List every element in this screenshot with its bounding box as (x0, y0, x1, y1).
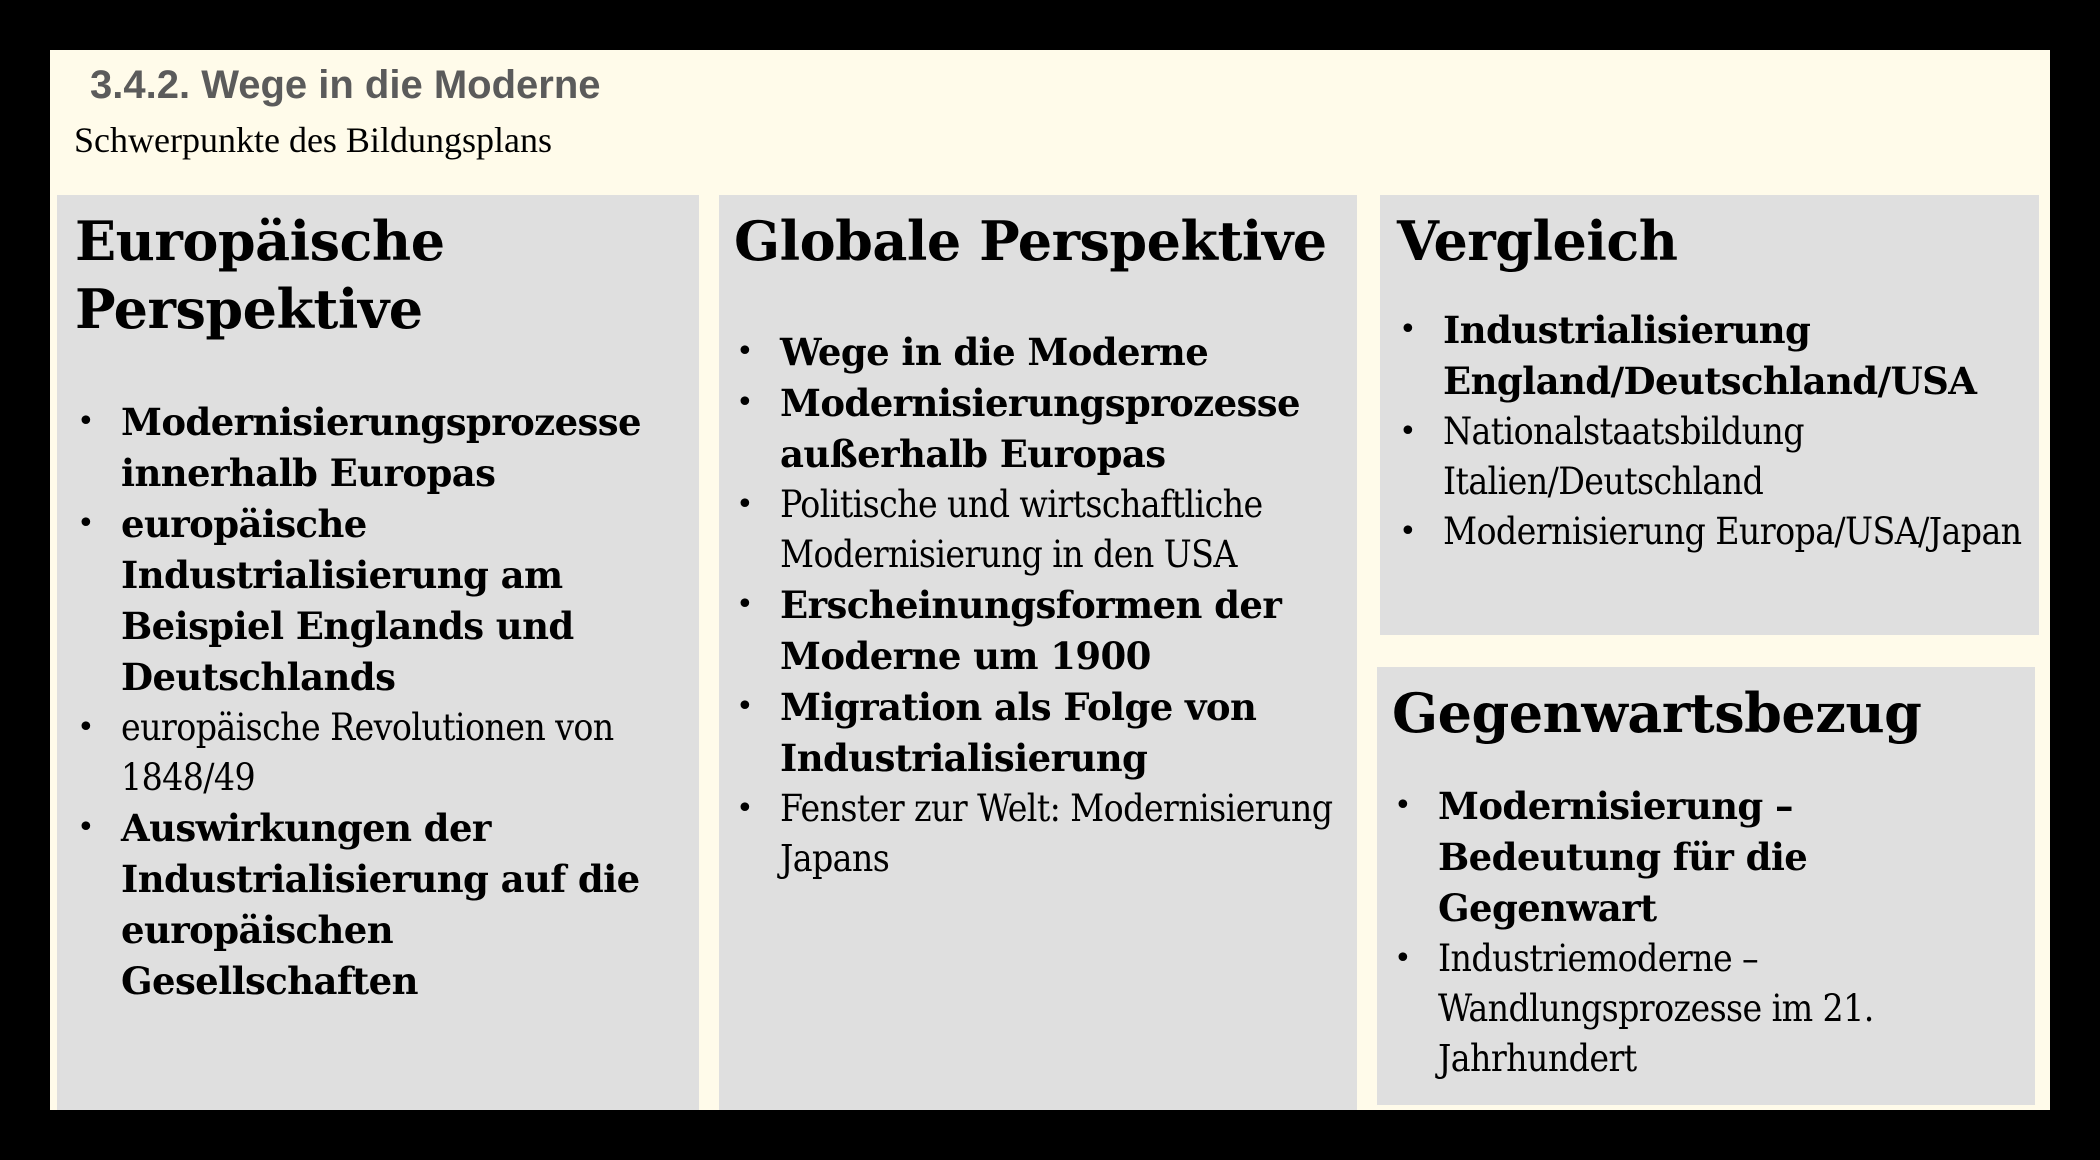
list-item (734, 682, 1347, 784)
list-item-text: Politische und wirtschaftliche Modernisierung in den USA (780, 483, 1263, 576)
list-item-text: Modernisierung Europa/USA/Japan (1443, 510, 2022, 553)
list-item (734, 327, 1347, 378)
bullet-icon: • (736, 791, 754, 826)
panel-present-relevance (1377, 667, 2035, 1105)
list-item (1397, 407, 2031, 507)
list-item-text: Modernisierung – Bedeutung für die Gegenwart (1438, 784, 1808, 930)
bullet-icon: • (1399, 514, 1417, 549)
panel-heading-line: Europäische (75, 209, 445, 273)
bullet-list (1392, 781, 2027, 1084)
bullet-icon: • (77, 404, 95, 439)
list-item-text: europäische Revolutionen von 1848/49 (121, 706, 614, 799)
list-item (75, 703, 689, 803)
bullet-icon: • (1399, 414, 1417, 449)
panel-heading-line: Perspektive (75, 277, 423, 341)
list-item (734, 378, 1347, 480)
list-item-text: Erscheinungsformen der Moderne um 1900 (780, 583, 1282, 678)
list-item (75, 803, 689, 1007)
bullet-icon: • (1394, 788, 1412, 823)
bullet-icon: • (1399, 312, 1417, 347)
list-item (1397, 305, 2031, 407)
list-item (734, 480, 1347, 580)
list-item-text: Nationalstaatsbildung Italien/Deutschland (1443, 410, 1804, 503)
list-item-text: Modernisierungsprozesse außerhalb Europas (780, 381, 1300, 476)
panel-comparison (1380, 195, 2039, 635)
list-item-text: Migration als Folge von Industrialisierung (780, 685, 1257, 780)
bullet-icon: • (77, 810, 95, 845)
slide (50, 50, 2050, 1110)
slide-subtitle: Schwerpunkte des Bildungsplans (74, 120, 552, 160)
list-item-text: Wege in die Moderne (780, 330, 1209, 374)
bullet-icon: • (736, 689, 754, 724)
list-item-text: Modernisierungsprozesse innerhalb Europas (121, 400, 641, 495)
list-item (734, 784, 1347, 884)
list-item (734, 580, 1347, 682)
list-item (75, 397, 689, 499)
panel-european-perspective (57, 195, 699, 1110)
slide-title: 3.4.2. Wege in die Moderne (90, 63, 601, 107)
bullet-icon: • (77, 710, 95, 745)
bullet-list (75, 397, 689, 1007)
list-item-text: Fenster zur Welt: Modernisierung Japans (780, 787, 1333, 880)
bullet-icon: • (77, 506, 95, 541)
bullet-icon: • (736, 385, 754, 420)
panel-heading: Globale Perspektive (734, 209, 1327, 273)
bullet-icon: • (736, 487, 754, 522)
list-item (1392, 781, 2027, 934)
panel-heading: Gegenwartsbezug (1392, 681, 1922, 745)
list-item-text: Industriemoderne – Wandlungsprozesse im 21. Jahrhundert (1438, 937, 1874, 1080)
panel-heading: Vergleich (1397, 209, 1678, 273)
list-item-text: europäische Industrialisierung am Beispiel Englands und Deutschlands (121, 502, 574, 699)
list-item (75, 499, 689, 703)
panel-global-perspective (719, 195, 1357, 1110)
bullet-list (734, 327, 1347, 884)
bullet-icon: • (736, 334, 754, 369)
bullet-icon: • (1394, 941, 1412, 976)
panel-heading (75, 207, 689, 343)
list-item-text: Auswirkungen der Industrialisierung auf die europäischen Gesellschaften (121, 806, 640, 1003)
bullet-list (1397, 305, 2031, 557)
list-item-text: Industrialisierung England/Deutschland/USA (1443, 308, 1977, 403)
list-item (1397, 507, 2031, 557)
list-item (1392, 934, 2027, 1084)
bullet-icon: • (736, 587, 754, 622)
